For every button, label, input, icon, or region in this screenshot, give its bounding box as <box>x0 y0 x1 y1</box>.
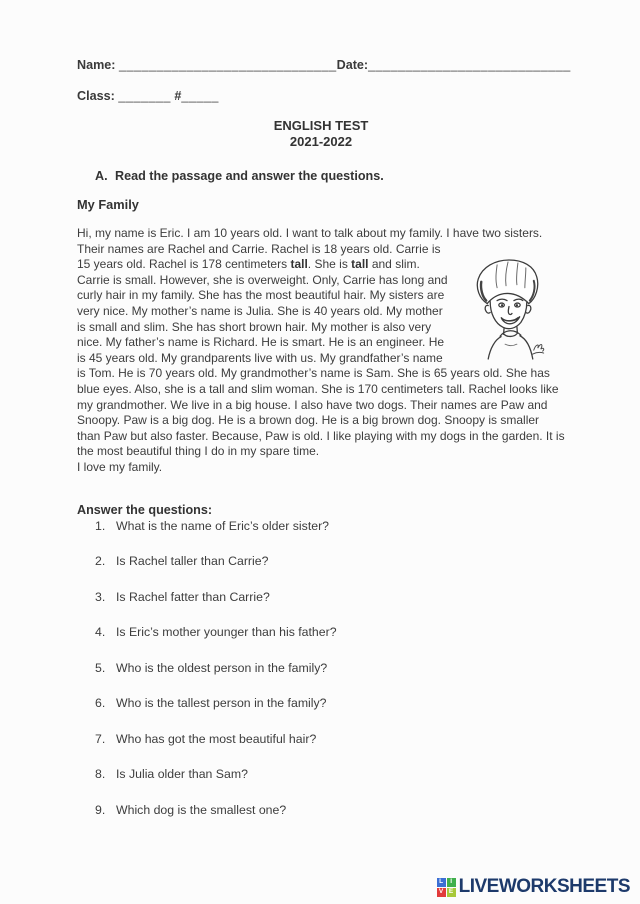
name-field <box>77 58 337 73</box>
question-5 <box>95 661 565 676</box>
question-7-text: Who has got the most beautiful hair? <box>116 731 317 746</box>
question-6 <box>95 696 565 711</box>
date-label: Date: <box>336 58 369 72</box>
liveworksheets-grid-icon <box>437 878 456 897</box>
question-list <box>77 519 565 818</box>
passage-text-1: Hi, my name is Eric. I am 10 years old. I want to talk about my family. I have two sisters. Their names are Rachel and Carrie. Rachel is 18 years old. Carrie is 15 years old. Rachel is 178 centimeters <box>77 226 543 272</box>
question-9 <box>95 803 565 818</box>
date-field <box>337 58 571 73</box>
question-8 <box>95 767 565 782</box>
instruction-text: Read the passage and answer the questions. <box>115 169 384 183</box>
boy-caricature-illustration <box>453 257 565 363</box>
question-3 <box>95 590 565 605</box>
question-4 <box>95 625 565 640</box>
question-7 <box>95 732 565 747</box>
test-title-block <box>77 118 565 149</box>
question-9-number: 9. <box>95 802 106 817</box>
passage-closing-line: I love my family. <box>77 459 163 474</box>
answers-heading: Answer the questions: <box>77 502 213 517</box>
logo-square-i: I <box>447 878 456 887</box>
question-1-number: 1. <box>95 518 106 533</box>
section-letter: A. <box>95 169 108 183</box>
student-number-blank-line[interactable]: _____ <box>181 89 219 103</box>
question-8-text: Is Julia older than Sam? <box>116 767 248 781</box>
question-7-number: 7. <box>95 731 106 746</box>
question-4-text: Is Eric’s mother younger than his father? <box>116 625 337 639</box>
question-2-text: Is Rachel taller than Carrie? <box>116 554 269 568</box>
liveworksheets-logo[interactable] <box>437 876 630 898</box>
boy-caricature-svg <box>464 257 554 361</box>
name-label: Name: <box>77 58 116 72</box>
name-blank-line[interactable]: _____________________________ <box>119 58 337 72</box>
logo-square-e: E <box>447 888 456 897</box>
test-title: ENGLISH TEST <box>273 118 369 133</box>
passage-bold-tall-1: tall <box>290 257 308 272</box>
question-6-text: Who is the tallest person in the family? <box>116 696 327 710</box>
question-1-text: What is the name of Eric’s older sister? <box>116 518 330 533</box>
question-3-text: Is Rachel fatter than Carrie? <box>116 589 270 604</box>
date-blank-line[interactable]: ___________________________ <box>368 58 571 72</box>
passage-text-2: . She is <box>307 257 352 272</box>
name-date-row <box>77 58 571 73</box>
section-instruction <box>77 169 565 184</box>
passage-heading: My Family <box>77 197 139 212</box>
question-3-number: 3. <box>95 589 106 604</box>
class-row <box>77 89 565 104</box>
logo-square-l: L <box>437 878 446 887</box>
reading-passage <box>77 226 565 476</box>
question-1 <box>95 519 565 534</box>
question-8-number: 8. <box>95 767 106 781</box>
artist-signature <box>533 344 544 354</box>
class-label: Class: <box>77 89 115 103</box>
logo-square-v: V <box>437 888 446 897</box>
class-blank-line[interactable]: _______ <box>118 89 171 103</box>
class-field <box>77 89 219 104</box>
question-2 <box>95 554 565 569</box>
liveworksheets-wordmark: LIVEWORKSHEETS <box>458 876 630 897</box>
question-2-number: 2. <box>95 554 106 568</box>
question-4-number: 4. <box>95 625 106 639</box>
question-5-text: Who is the oldest person in the family? <box>116 660 328 675</box>
question-6-number: 6. <box>95 696 106 710</box>
question-9-text: Which dog is the smallest one? <box>116 802 287 817</box>
number-sign-label: # <box>174 89 182 103</box>
test-year: 2021-2022 <box>289 133 353 149</box>
passage-text-3: and slim. Carrie is small. However, she is overweight. Only, Carrie has long and curly hair in my family. She has the most beautiful hair. My sisters are very nice. My mother’s name is Julia. She is 40 years old. My mother is small and slim. She has short brown hair. My mother is also very nice. My father’s name is Richard. He is smart. He is an engineer. He is 45 years old. My grandparents live with us. My grandfather’s name is Tom. He is 70 years old. My grandmother’s name is Sam. She is 65 years old. She has blue eyes. Also, she is a tall and slim woman. She is 170 centimeters tall. Rachel looks like my grandmother. We live in a big house. I also have two dogs. Their names are Paw and Snoopy. Paw is a big dog. He is a brown dog. He is a big brown dog. Snoopy is smaller than Paw but also faster. Because, Paw is old. I like playing with my dogs in the garden. It is the most beautiful thing I do in my spare time. <box>77 257 565 459</box>
question-5-number: 5. <box>95 660 106 675</box>
passage-bold-tall-2: tall <box>351 257 369 272</box>
